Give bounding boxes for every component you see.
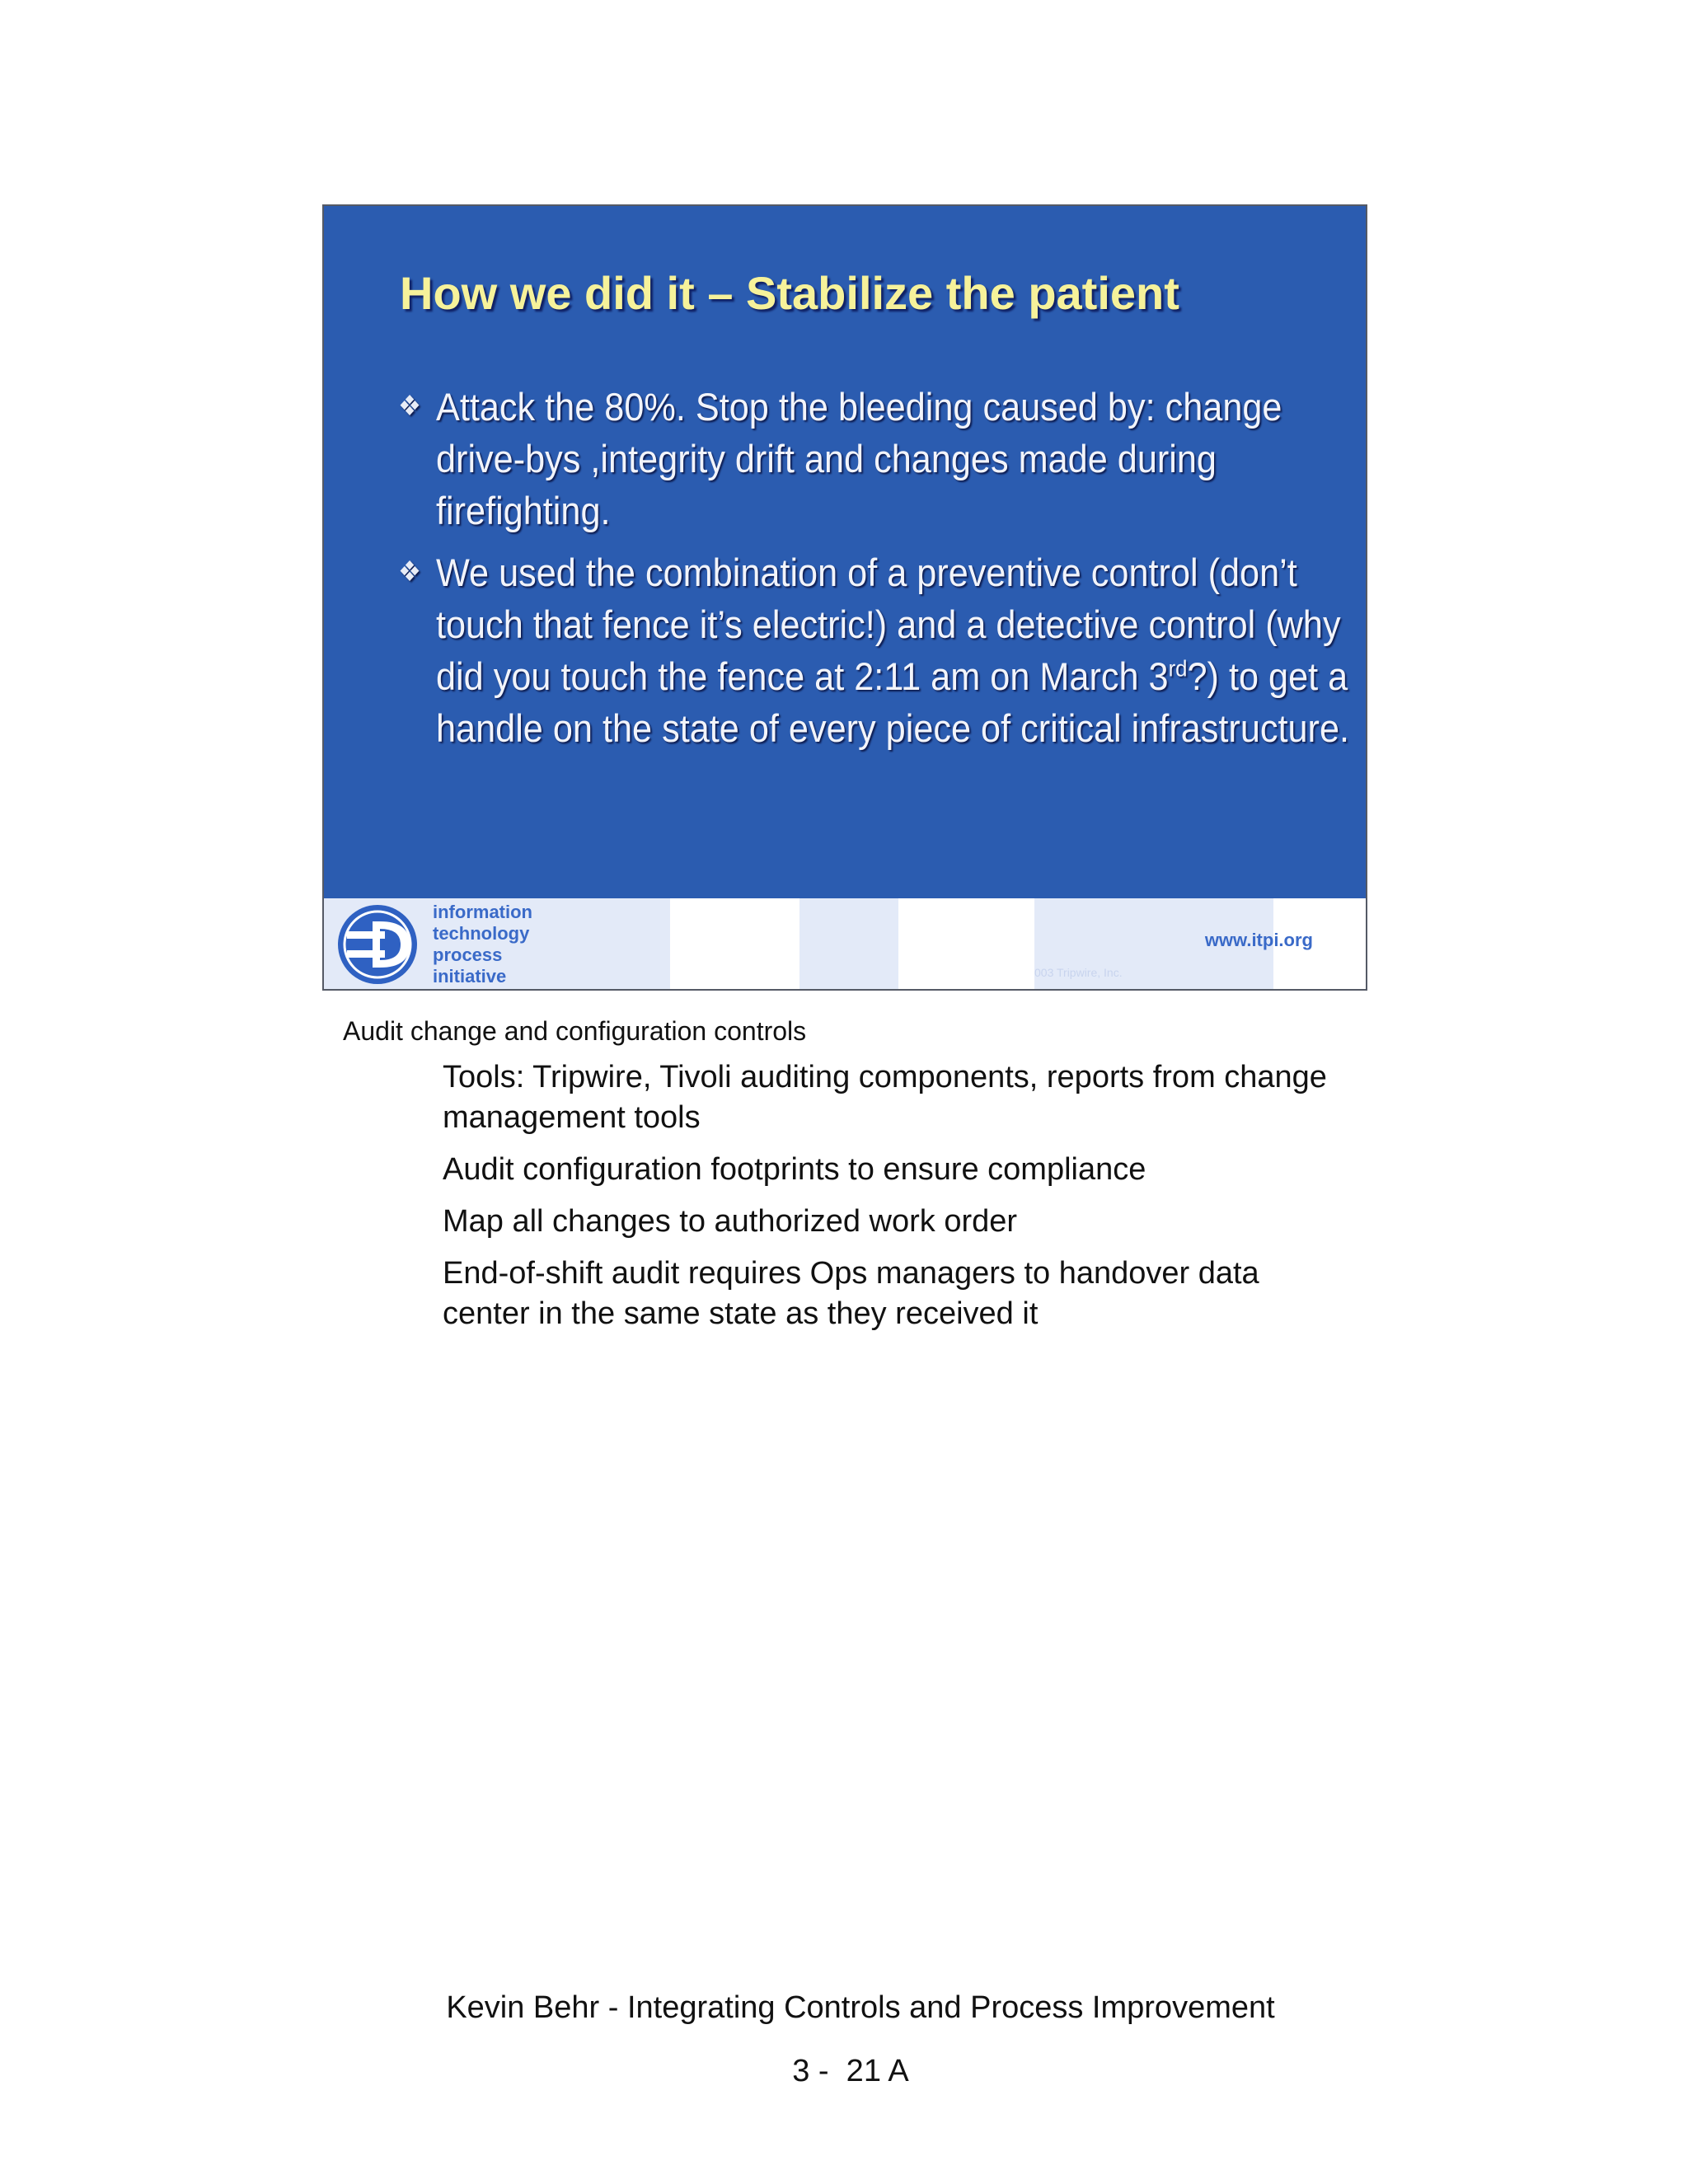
footer-strip-block xyxy=(799,898,898,991)
itpi-logo-text xyxy=(433,902,532,987)
slide-bullet-list xyxy=(398,381,1350,764)
slide-bullet-text: Attack the 80%. Stop the bleeding caused by: change drive-bys ,integrity drift and changes made during firefighting. xyxy=(436,385,1282,532)
diamond-bullet-icon: ❖ xyxy=(398,556,422,588)
notes-list xyxy=(443,1057,1366,1346)
note-item: Audit configuration footprints to ensure compliance xyxy=(443,1152,1146,1187)
diamond-bullet-icon: ❖ xyxy=(398,391,422,422)
note-item: Tools: Tripwire, Tivoli auditing components, reports from change management tools xyxy=(443,1060,1327,1135)
slide-bullet xyxy=(398,546,1353,754)
slide-footer-strip xyxy=(324,898,1366,991)
logo-text-line: initiative xyxy=(433,966,507,987)
site-url: www.itpi.org xyxy=(1204,930,1313,950)
logo-text-line: process xyxy=(433,944,503,965)
page-footer-title: Kevin Behr - Integrating Controls and Process Improvement xyxy=(446,1990,1275,2025)
slide-bullet-superscript: rd xyxy=(1168,655,1188,682)
slide-bullet xyxy=(398,381,1353,537)
slide-bullet-text: We used the combination of a preventive control (don’t touch that fence it’s electric!) and a detective control (why did you touch the fence at 2:11 am on March 3 xyxy=(436,551,1341,698)
slide-copyright: 003 Tripwire, Inc. xyxy=(1034,966,1123,979)
slide-title: How we did it – Stabilize the patient xyxy=(400,267,1179,319)
note-item: Map all changes to authorized work order xyxy=(443,1204,1018,1239)
slide-bullet-text-continued: ?) to get a handle on the state of every piece of critical infrastructure. xyxy=(436,654,1350,750)
page-number: 3 - 21 A xyxy=(792,2054,909,2088)
itpi-logo-icon xyxy=(334,903,421,986)
slide-image xyxy=(322,204,1367,991)
notes-heading: Audit change and configuration controls xyxy=(343,1016,807,1046)
logo-text-line: information xyxy=(433,902,532,922)
note-item: End-of-shift audit requires Ops managers to handover data center in the same state as they received it xyxy=(443,1256,1259,1331)
logo-text-line: technology xyxy=(433,923,530,944)
